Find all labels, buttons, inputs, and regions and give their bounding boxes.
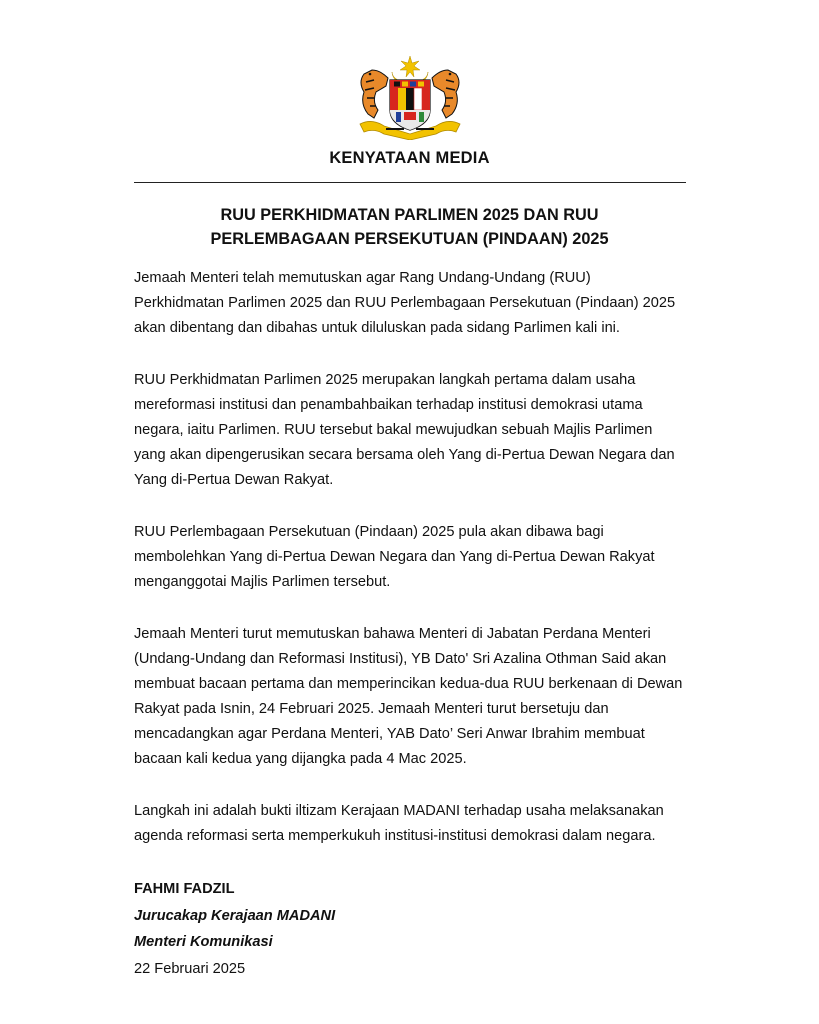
body-line: agenda reformasi serta memperkukuh institusi-institusi demokrasi dalam negara.	[134, 828, 656, 844]
body-line: negara, iaitu Parlimen. RUU tersebut bakal mewujudkan sebuah Majlis Parlimen	[134, 422, 653, 438]
signatory-role: Jurucakap Kerajaan MADANI	[134, 907, 336, 924]
shield-icon	[390, 80, 430, 130]
body-line: yang akan dipengerusikan secara bersama oleh Yang di-Pertua Dewan Negara dan	[134, 447, 675, 463]
federal-star-icon	[400, 56, 420, 77]
body-paragraph	[134, 799, 694, 849]
body-line: RUU Perkhidmatan Parlimen 2025 merupakan langkah pertama dalam usaha	[134, 372, 636, 388]
title-line: RUU PERKHIDMATAN PARLIMEN 2025 DAN RUU	[220, 206, 599, 224]
body-line: membuat bacaan pertama dan memperincikan kedua-dua RUU berkenaan di Dewan	[134, 676, 683, 692]
body-line: Rakyat pada Isnin, 24 Februari 2025. Jemaah Menteri turut bersetuju dan	[134, 701, 609, 717]
press-release-body	[134, 266, 694, 849]
body-line: Jemaah Menteri turut memutuskan bahawa Menteri di Jabatan Perdana Menteri	[134, 626, 651, 642]
body-line: (Undang-Undang dan Reformasi Institusi), YB Dato' Sri Azalina Othman Said akan	[134, 651, 667, 667]
body-paragraph	[134, 520, 694, 595]
left-tiger-icon	[361, 70, 388, 118]
body-line: menganggotai Majlis Parlimen tersebut.	[134, 574, 391, 590]
document-type-heading: KENYATAAN MEDIA	[329, 149, 490, 167]
right-tiger-icon	[432, 70, 459, 118]
body-line: bacaan kali kedua yang dijangka pada 4 Mac 2025.	[134, 751, 467, 767]
release-date: 22 Februari 2025	[134, 960, 246, 977]
signatory-role: Menteri Komunikasi	[134, 934, 273, 950]
coat-of-arms-emblem	[352, 52, 468, 140]
body-line: Jemaah Menteri telah memutuskan agar Rang Undang-Undang (RUU)	[134, 270, 591, 286]
body-line: mereformasi institusi dan penambahbaikan terhadap institusi demokrasi utama	[134, 397, 643, 413]
body-line: akan dibentang dan dibahas untuk diluluskan pada sidang Parlimen kali ini.	[134, 320, 620, 336]
body-paragraph	[134, 266, 694, 341]
body-line: mencadangkan agar Perdana Menteri, YAB Dato’ Seri Anwar Ibrahim membuat	[134, 726, 645, 742]
body-line: Langkah ini adalah bukti iltizam Kerajaan MADANI terhadap usaha melaksanakan	[134, 803, 664, 819]
heading-divider	[134, 182, 686, 183]
body-line: Perkhidmatan Parlimen 2025 dan RUU Perlembagaan Persekutuan (Pindaan) 2025	[134, 295, 676, 311]
body-line: RUU Perlembagaan Persekutuan (Pindaan) 2025 pula akan dibawa bagi	[134, 524, 604, 540]
title-line: PERLEMBAGAAN PERSEKUTUAN (PINDAAN) 2025	[210, 230, 609, 248]
body-line: Yang di-Pertua Dewan Rakyat.	[134, 472, 334, 488]
body-paragraph	[134, 622, 694, 772]
body-paragraph	[134, 368, 694, 493]
signature-block	[134, 876, 335, 982]
body-line: membolehkan Yang di-Pertua Dewan Negara dan Yang di-Pertua Dewan Rakyat	[134, 549, 655, 565]
signatory-name: FAHMI FADZIL	[134, 881, 235, 897]
press-release-title	[100, 203, 719, 251]
